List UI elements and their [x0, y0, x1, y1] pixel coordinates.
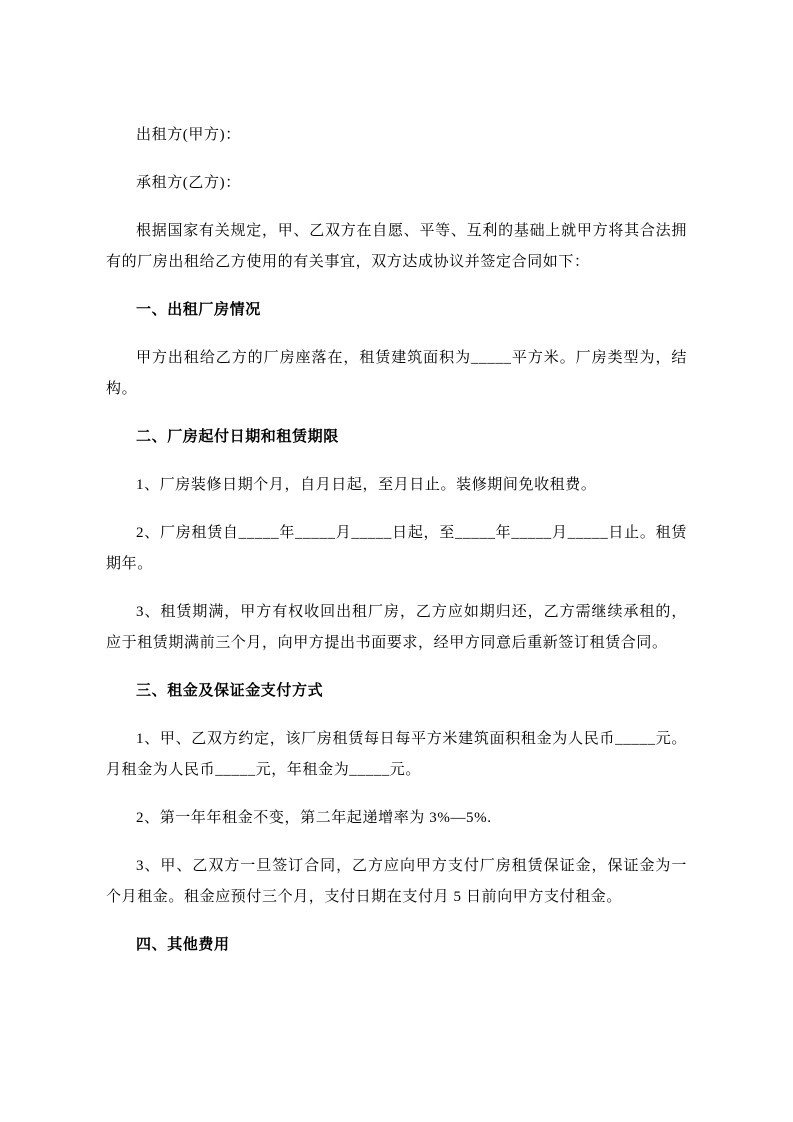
section-1-body: 甲方出租给乙方的厂房座落在，租赁建筑面积为_____平方米。厂房类型为，结构。 — [106, 350, 687, 397]
section-2-heading: 二、厂房起付日期和租赁期限 — [136, 429, 339, 445]
clause-3-3: 3、甲、乙双方一旦签订合同，乙方应向甲方支付厂房租赁保证金，保证金为一个月租金。租金应预付三个月，支付日期在支付月 5 日前向甲方支付租金。 — [106, 858, 687, 905]
clause-2-2: 2、厂房租赁自_____年_____月_____日起，至_____年_____月_____日止。租赁期年。 — [106, 525, 687, 572]
party-lessee-line: 承租方(乙方)： — [136, 175, 241, 191]
clause-2-1: 1、厂房装修日期个月，自月日起，至月日止。装修期间免收租费。 — [136, 477, 597, 493]
section-4-heading: 四、其他费用 — [136, 937, 230, 953]
clause-3-2: 2、第一年年租金不变，第二年起递增率为 3%—5%. — [136, 810, 492, 826]
clause-2-3: 3、租赁期满，甲方有权收回出租厂房，乙方应如期归还，乙方需继续承租的，应于租赁期满前三个月，向甲方提出书面要求，经甲方同意后重新签订租赁合同。 — [106, 604, 687, 651]
party-lessor-line: 出租方(甲方)： — [136, 127, 241, 143]
clause-3-1: 1、甲、乙双方约定，该厂房租赁每日每平方米建筑面积租金为人民币_____元。月租金为人民币_____元，年租金为_____元。 — [106, 731, 687, 778]
preamble-paragraph: 根据国家有关规定，甲、乙双方在自愿、平等、互利的基础上就甲方将其合法拥有的厂房出租给乙方使用的有关事宜，双方达成协议并签定合同如下： — [106, 223, 687, 270]
section-1-heading: 一、出租厂房情况 — [136, 302, 261, 318]
section-3-heading: 三、租金及保证金支付方式 — [136, 683, 324, 699]
